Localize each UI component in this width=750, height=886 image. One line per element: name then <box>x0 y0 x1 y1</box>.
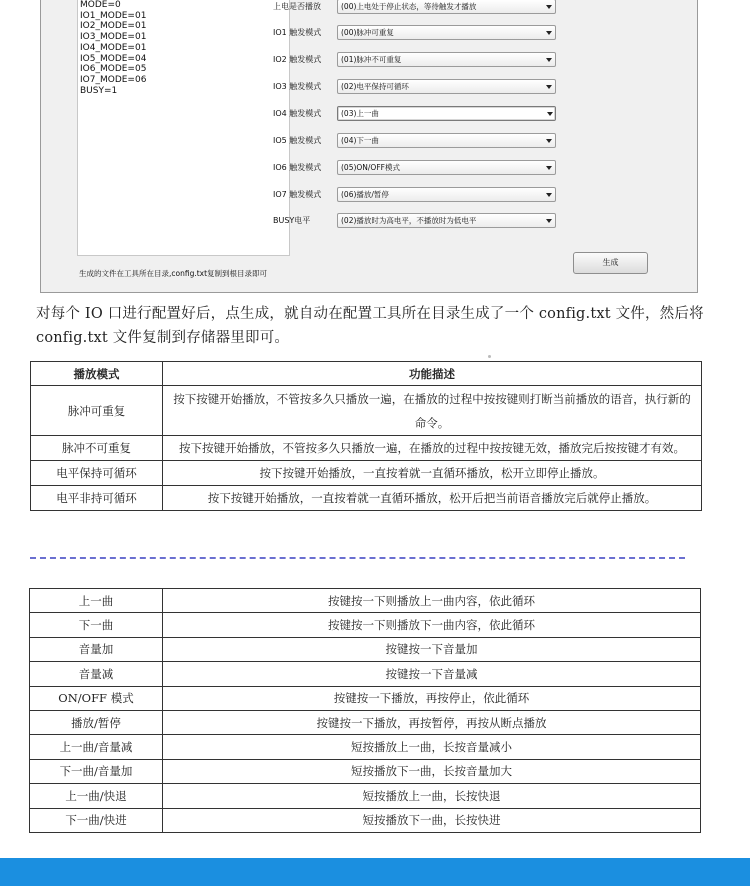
desc-cell: 短按播放下一曲，长按音量加大 <box>163 759 701 783</box>
io2-mode-select[interactable] <box>337 52 556 67</box>
config-preview-box <box>77 0 290 256</box>
desc-cell: 按键按一下则播放下一曲内容，依此循环 <box>163 613 701 637</box>
select-value: (05)ON/OFF模式 <box>341 163 400 172</box>
dropdown-arrow-icon <box>546 5 552 9</box>
key-cell: 音量减 <box>30 662 163 686</box>
config-tool-window <box>40 0 698 293</box>
dropdown-arrow-icon <box>547 112 553 116</box>
desc-cell: 短按播放上一曲，长按快退 <box>163 784 701 808</box>
key-cell: 下一曲/音量加 <box>30 759 163 783</box>
select-value: (02)播放时为高电平，不播放时为低电平 <box>341 216 477 225</box>
table-row <box>31 461 702 486</box>
table-row <box>31 386 702 436</box>
config-line: BUSY=1 <box>80 85 118 96</box>
key-function-table <box>29 588 701 833</box>
io6-mode-select[interactable] <box>337 160 556 175</box>
tool-footer-note: 生成的文件在工具所在目录,config.txt复制到根目录即可 <box>79 269 268 278</box>
desc-cell: 按下按键开始播放，一直按着就一直循环播放，松开后把当前语音播放完后就停止播放。 <box>163 486 702 511</box>
setting-label: IO7 触发模式 <box>273 190 322 199</box>
play-mode-table <box>30 361 702 511</box>
key-cell: 上一曲/音量减 <box>30 735 163 759</box>
bottom-blue-band <box>0 858 750 886</box>
table-row <box>31 436 702 461</box>
setting-label: IO1 触发模式 <box>273 28 322 37</box>
setting-label: IO5 触发模式 <box>273 136 322 145</box>
select-value: (06)播放/暂停 <box>341 190 389 199</box>
key-cell: ON/OFF 模式 <box>30 686 163 710</box>
io5-mode-select[interactable] <box>337 133 556 148</box>
dropdown-arrow-icon <box>546 193 552 197</box>
dropdown-arrow-icon <box>546 58 552 62</box>
power-on-select[interactable] <box>337 0 556 14</box>
io7-mode-select[interactable] <box>337 187 556 202</box>
key-cell: 上一曲/快退 <box>30 784 163 808</box>
desc-cell: 按键按一下播放，再按停止，依此循环 <box>163 686 701 710</box>
instruction-paragraph: 对每个 IO 口进行配置好后，点生成，就自动在配置工具所在目录生成了一个 config.txt 文件，然后将 config.txt 文件复制到存储器里即可。 <box>36 306 704 346</box>
table-row <box>30 735 701 759</box>
dropdown-arrow-icon <box>546 219 552 223</box>
desc-cell: 按键按一下音量减 <box>163 662 701 686</box>
table-row <box>30 710 701 734</box>
generate-button[interactable]: 生成 <box>573 252 648 274</box>
setting-row-io7 <box>273 187 593 203</box>
select-value: (00)脉冲可重复 <box>341 28 394 37</box>
select-value: (03)上一曲 <box>341 109 379 118</box>
desc-cell: 按下按键开始播放，一直按着就一直循环播放，松开立即停止播放。 <box>163 461 702 486</box>
setting-label: IO6 触发模式 <box>273 163 322 172</box>
table-row <box>30 613 701 637</box>
desc-cell: 按下按键开始播放，不管按多久只播放一遍，在播放的过程中按按键无效，播放完后按按键才有效。 <box>163 436 702 461</box>
stray-dot <box>488 355 491 358</box>
dropdown-arrow-icon <box>546 31 552 35</box>
dropdown-arrow-icon <box>546 85 552 89</box>
io1-mode-select[interactable] <box>337 25 556 40</box>
config-line: IO4_MODE=01 <box>80 42 147 53</box>
config-line: IO6_MODE=05 <box>80 64 147 75</box>
key-cell: 上一曲 <box>30 589 163 613</box>
key-cell: 下一曲/快进 <box>30 808 163 832</box>
header-play-mode: 播放模式 <box>31 362 163 386</box>
desc-cell: 短按播放上一曲，长按音量减小 <box>163 735 701 759</box>
desc-cell: 按下按键开始播放，不管按多久只播放一遍，在播放的过程中按按键则打断当前播放的语音，执行新的命令。 <box>163 386 702 436</box>
setting-row-busy <box>273 213 593 229</box>
select-value: (01)脉冲不可重复 <box>341 55 402 64</box>
setting-label: IO2 触发模式 <box>273 55 322 64</box>
setting-row-io1 <box>273 25 593 41</box>
setting-label: 上电是否播放 <box>273 2 321 11</box>
setting-label: IO3 触发模式 <box>273 82 322 91</box>
table-row <box>30 637 701 661</box>
select-value: (04)下一曲 <box>341 136 379 145</box>
mode-cell: 电平保持可循环 <box>31 461 163 486</box>
dropdown-arrow-icon <box>546 166 552 170</box>
setting-row-io3 <box>273 79 593 95</box>
setting-label: IO4 触发模式 <box>273 109 322 118</box>
io3-mode-select[interactable] <box>337 79 556 94</box>
config-line: IO7_MODE=06 <box>80 74 147 85</box>
key-cell: 音量加 <box>30 637 163 661</box>
desc-cell: 按键按一下则播放上一曲内容，依此循环 <box>163 589 701 613</box>
table-row <box>30 784 701 808</box>
select-value: (02)电平保持可循环 <box>341 82 409 91</box>
dropdown-arrow-icon <box>546 139 552 143</box>
setting-row-io4 <box>273 106 593 122</box>
config-line: IO3_MODE=01 <box>80 32 147 43</box>
desc-cell: 短按播放下一曲，长按快进 <box>163 808 701 832</box>
table-row <box>30 759 701 783</box>
table-header-row <box>31 362 702 386</box>
config-line: IO2_MODE=01 <box>80 21 147 32</box>
key-cell: 播放/暂停 <box>30 710 163 734</box>
io4-mode-select[interactable] <box>337 106 556 121</box>
table-row <box>30 808 701 832</box>
table-row <box>30 589 701 613</box>
mode-cell: 脉冲不可重复 <box>31 436 163 461</box>
dashed-divider <box>30 557 685 559</box>
key-cell: 下一曲 <box>30 613 163 637</box>
config-line: MODE=0 <box>80 0 121 10</box>
setting-row-io5 <box>273 133 593 149</box>
table-row <box>30 662 701 686</box>
desc-cell: 按键按一下音量加 <box>163 637 701 661</box>
desc-cell: 按键按一下播放，再按暂停，再按从断点播放 <box>163 710 701 734</box>
config-line: IO5_MODE=04 <box>80 53 147 64</box>
setting-row-power-on <box>273 0 593 15</box>
mode-cell: 电平非持可循环 <box>31 486 163 511</box>
setting-label: BUSY电平 <box>273 216 311 225</box>
busy-level-select[interactable] <box>337 213 556 228</box>
header-function-desc: 功能描述 <box>163 362 702 386</box>
table-row <box>31 486 702 511</box>
table-row <box>30 686 701 710</box>
mode-cell: 脉冲可重复 <box>31 386 163 436</box>
setting-row-io6 <box>273 160 593 176</box>
config-line: IO1_MODE=01 <box>80 10 147 21</box>
setting-row-io2 <box>273 52 593 68</box>
select-value: (00)上电处于停止状态，等待触发才播放 <box>341 2 477 11</box>
